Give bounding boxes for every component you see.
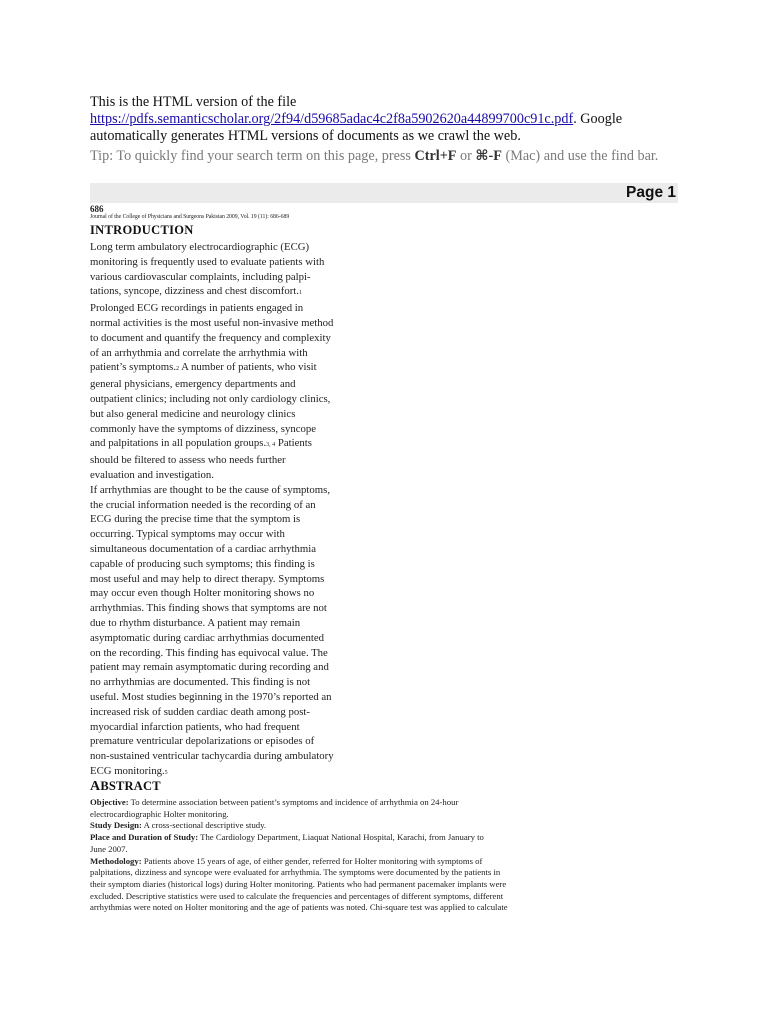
objective-label: Objective: — [90, 797, 129, 807]
abstract-body — [90, 797, 620, 914]
text-line: capable of producing such symptoms; this finding is — [90, 557, 315, 570]
tip-key-ctrl-f: Ctrl+F — [414, 148, 457, 164]
text-line: of an arrhythmia and correlate the arrhythmia with — [90, 346, 308, 359]
text-line: Prolonged ECG recordings in patients engaged in — [90, 302, 304, 315]
source-pdf-link[interactable]: https://pdfs.semanticscholar.org/2f94/d59685adac4c2f8a5902620a44899700c91c.pdf — [90, 111, 574, 127]
text-segment: tations, syncope, dizziness and chest discomfort. — [90, 285, 299, 298]
text-line: premature ventricular depolarizations or episodes of — [90, 735, 315, 748]
text-segment: ECG monitoring. — [90, 764, 165, 777]
text-line: commonly have the symptoms of dizziness, syncope — [90, 422, 317, 435]
text-line: normal activities is the most useful non-invasive method — [90, 316, 334, 329]
heading-initial: A — [90, 779, 101, 794]
tip-suffix: (Mac) and use the find bar. — [501, 148, 659, 164]
page-header-bar — [90, 183, 678, 203]
text-line: various cardiovascular complaints, including palpi- — [90, 270, 311, 283]
text-line: to document and quantify the frequency and complexity — [90, 331, 331, 344]
text-line: due to rhythm disturbance. A patient may remain — [90, 616, 301, 629]
abstract-line: electrocardiographic Holter monitoring. — [90, 808, 229, 819]
abstract-line — [90, 856, 620, 868]
abstract-line: June 2007. — [90, 843, 128, 854]
citation-ref: 1 — [298, 290, 302, 297]
text-line: no arrhythmias are documented. This finding is not — [90, 676, 311, 689]
abstract-line: excluded. Descriptive statistics were used to calculate the frequencies and percentages of different symptoms, different — [90, 890, 504, 901]
text-line: Long term ambulatory electrocardiographic (ECG) — [90, 241, 310, 253]
text-line — [90, 360, 390, 377]
text-line: occurring. Typical symptoms may occur with — [90, 528, 285, 541]
methodology-label: Methodology: — [90, 855, 142, 866]
text-segment: patient’s symptoms. — [90, 361, 176, 374]
text-line — [90, 436, 390, 453]
citation-ref: 5 — [164, 769, 168, 776]
place-duration-label: Place and Duration of Study: — [90, 832, 199, 843]
tip-mid: or — [456, 148, 476, 164]
text-line: patient may remain asymptomatic during recording and — [90, 661, 329, 674]
text-line: If arrhythmias are thought to be the cause of symptoms, — [90, 483, 331, 496]
text-line: general physicians, emergency departments and — [90, 378, 296, 391]
abstract-line: arrhythmias were noted on Holter monitoring and the age of patients was noted. Chi-square test was applied to calculate — [90, 902, 508, 913]
tip-key-cmd-f: ⌘-F — [475, 148, 502, 164]
text-line: non-sustained ventricular tachycardia during ambulatory — [90, 750, 334, 763]
find-tip — [90, 148, 682, 165]
banner-intro: This is the HTML version of the file — [90, 94, 297, 110]
text-line: the crucial information needed is the recording of an — [90, 498, 316, 511]
abstract-line — [90, 820, 620, 832]
text-line: myocardial infarction patients, who had frequent — [90, 720, 300, 733]
text-line — [90, 284, 390, 301]
page-number: 686 — [90, 204, 104, 214]
text-segment: The Cardiology Department, Liaquat National Hospital, Karachi, from January to — [198, 832, 484, 843]
text-line: but also general medicine and neurology clinics — [90, 407, 296, 420]
citation-ref: 2 — [176, 366, 179, 373]
text-line: useful. Most studies beginning in the 1970’s reported an — [90, 690, 332, 703]
text-line: monitoring is frequently used to evaluate patients with — [90, 255, 325, 268]
text-segment: A cross-sectional descriptive study. — [141, 820, 267, 831]
heading-rest: BSTRACT — [100, 779, 161, 793]
text-line: arrhythmias. This finding shows that symptoms are not — [90, 602, 327, 615]
text-line: outpatient clinics; including not only cardiology clinics, — [90, 392, 331, 405]
abstract-heading — [90, 779, 161, 795]
text-line: on the recording. This finding has equivocal value. The — [90, 646, 328, 659]
text-line: should be filtered to assess who needs further — [90, 454, 286, 467]
text-line: most useful and may help to direct therapy. Symptoms — [90, 572, 325, 585]
text-segment: To determine association between patient’s symptoms and incidence of arrhythmia on 24-hour — [128, 797, 459, 807]
text-line: asymptomatic during cardiac arrhythmias documented — [90, 631, 325, 644]
abstract-line: their symptom diaries (historical logs) during Holter monitoring. Patients who had permanent pacemaker implants were — [90, 878, 507, 889]
text-segment: A number of patients, who visit — [179, 361, 317, 374]
text-line: evaluation and investigation. — [90, 468, 214, 481]
study-design-label: Study Design: — [90, 820, 142, 831]
text-line: may occur even though Holter monitoring shows no — [90, 587, 315, 600]
text-line: increased risk of sudden cardiac death among post- — [90, 705, 310, 718]
text-segment: Patients above 15 years of age, of either gender, referred for Holter monitoring with symptoms of — [141, 855, 483, 866]
introduction-body — [90, 240, 390, 781]
page-label: Page 1 — [626, 184, 676, 201]
tip-prefix: Tip: To quickly find your search term on this page, press — [90, 148, 415, 164]
abstract-line: palpitations, dizziness and syncope were evaluated for arrhythmia. The symptoms were documented by the patients in — [90, 867, 501, 878]
citation-ref: 3, 4 — [266, 442, 276, 449]
banner-tail: . Google automatically generates HTML versions of documents as we crawl the web. — [90, 111, 623, 144]
html-version-banner — [90, 94, 680, 145]
text-line: simultaneous documentation of a cardiac arrhythmia — [90, 542, 316, 555]
text-line: ECG during the precise time that the symptom is — [90, 513, 301, 526]
text-segment: and palpitations in all population groups. — [90, 437, 267, 450]
abstract-line — [90, 832, 620, 844]
journal-citation: Journal of the College of Physicians and Surgeons Pakistan 2009, Vol. 19 (11): 686-689 — [90, 214, 290, 220]
introduction-heading: INTRODUCTION — [90, 223, 194, 237]
abstract-line — [90, 797, 620, 809]
text-segment: Patients — [275, 437, 312, 450]
